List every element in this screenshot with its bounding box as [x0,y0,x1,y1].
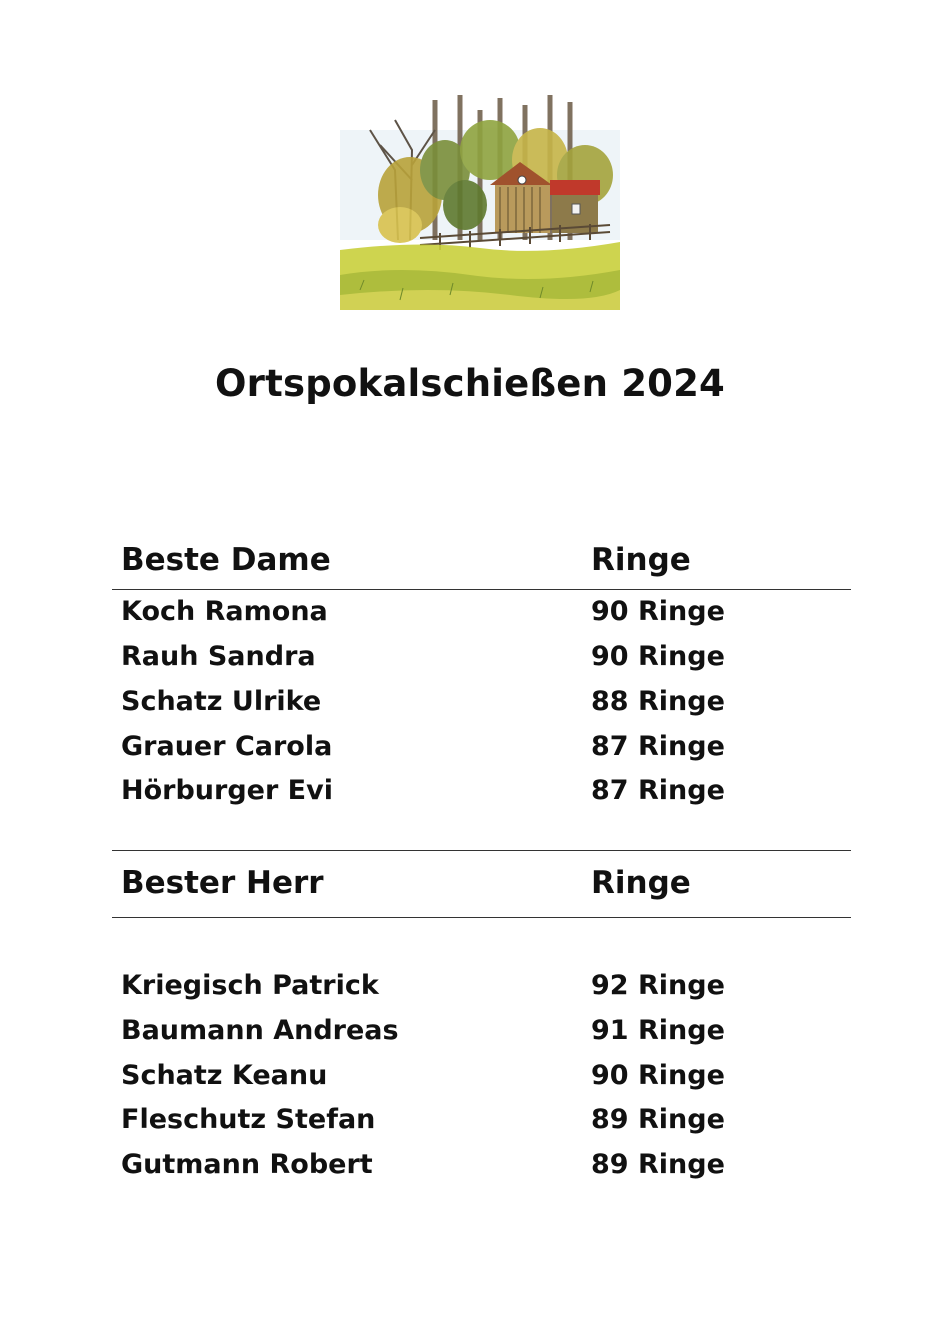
table-row [121,1104,851,1149]
shooter-name: Rauh Sandra [121,641,316,672]
shooter-name: Schatz Ulrike [121,686,322,717]
shooter-score: 88 Ringe [591,686,725,717]
women-header-name: Beste Dame [121,542,331,578]
men-header-row [121,865,851,910]
shooter-score: 87 Ringe [591,775,725,806]
divider [112,917,851,918]
shooter-score: 90 Ringe [591,596,725,627]
shooting-hut-illustration [340,90,620,310]
shooter-name: Kriegisch Patrick [121,970,379,1001]
shooter-name: Gutmann Robert [121,1149,373,1180]
divider [112,850,851,851]
men-header-name: Bester Herr [121,865,324,901]
shooter-score: 90 Ringe [591,1060,725,1091]
women-header-score: Ringe [591,542,691,578]
women-header-row [121,542,851,587]
shooter-name: Fleschutz Stefan [121,1104,376,1135]
shooter-score: 92 Ringe [591,970,725,1001]
shooter-score: 90 Ringe [591,641,725,672]
table-row [121,1060,851,1105]
shooter-name: Koch Ramona [121,596,328,627]
table-row [121,970,851,1015]
shooter-score: 91 Ringe [591,1015,725,1046]
table-row [121,775,851,820]
table-row [121,596,851,641]
divider [112,589,851,590]
shooter-name: Grauer Carola [121,731,333,762]
table-row [121,686,851,731]
page-title: Ortspokalschießen 2024 [215,362,725,405]
shooter-name: Schatz Keanu [121,1060,328,1091]
table-row [121,731,851,776]
shooter-score: 89 Ringe [591,1149,725,1180]
shooter-name: Baumann Andreas [121,1015,399,1046]
shooter-score: 89 Ringe [591,1104,725,1135]
table-row [121,1015,851,1060]
shooter-score: 87 Ringe [591,731,725,762]
table-row [121,641,851,686]
table-row [121,1149,851,1194]
shooter-name: Hörburger Evi [121,775,333,806]
men-header-score: Ringe [591,865,691,901]
